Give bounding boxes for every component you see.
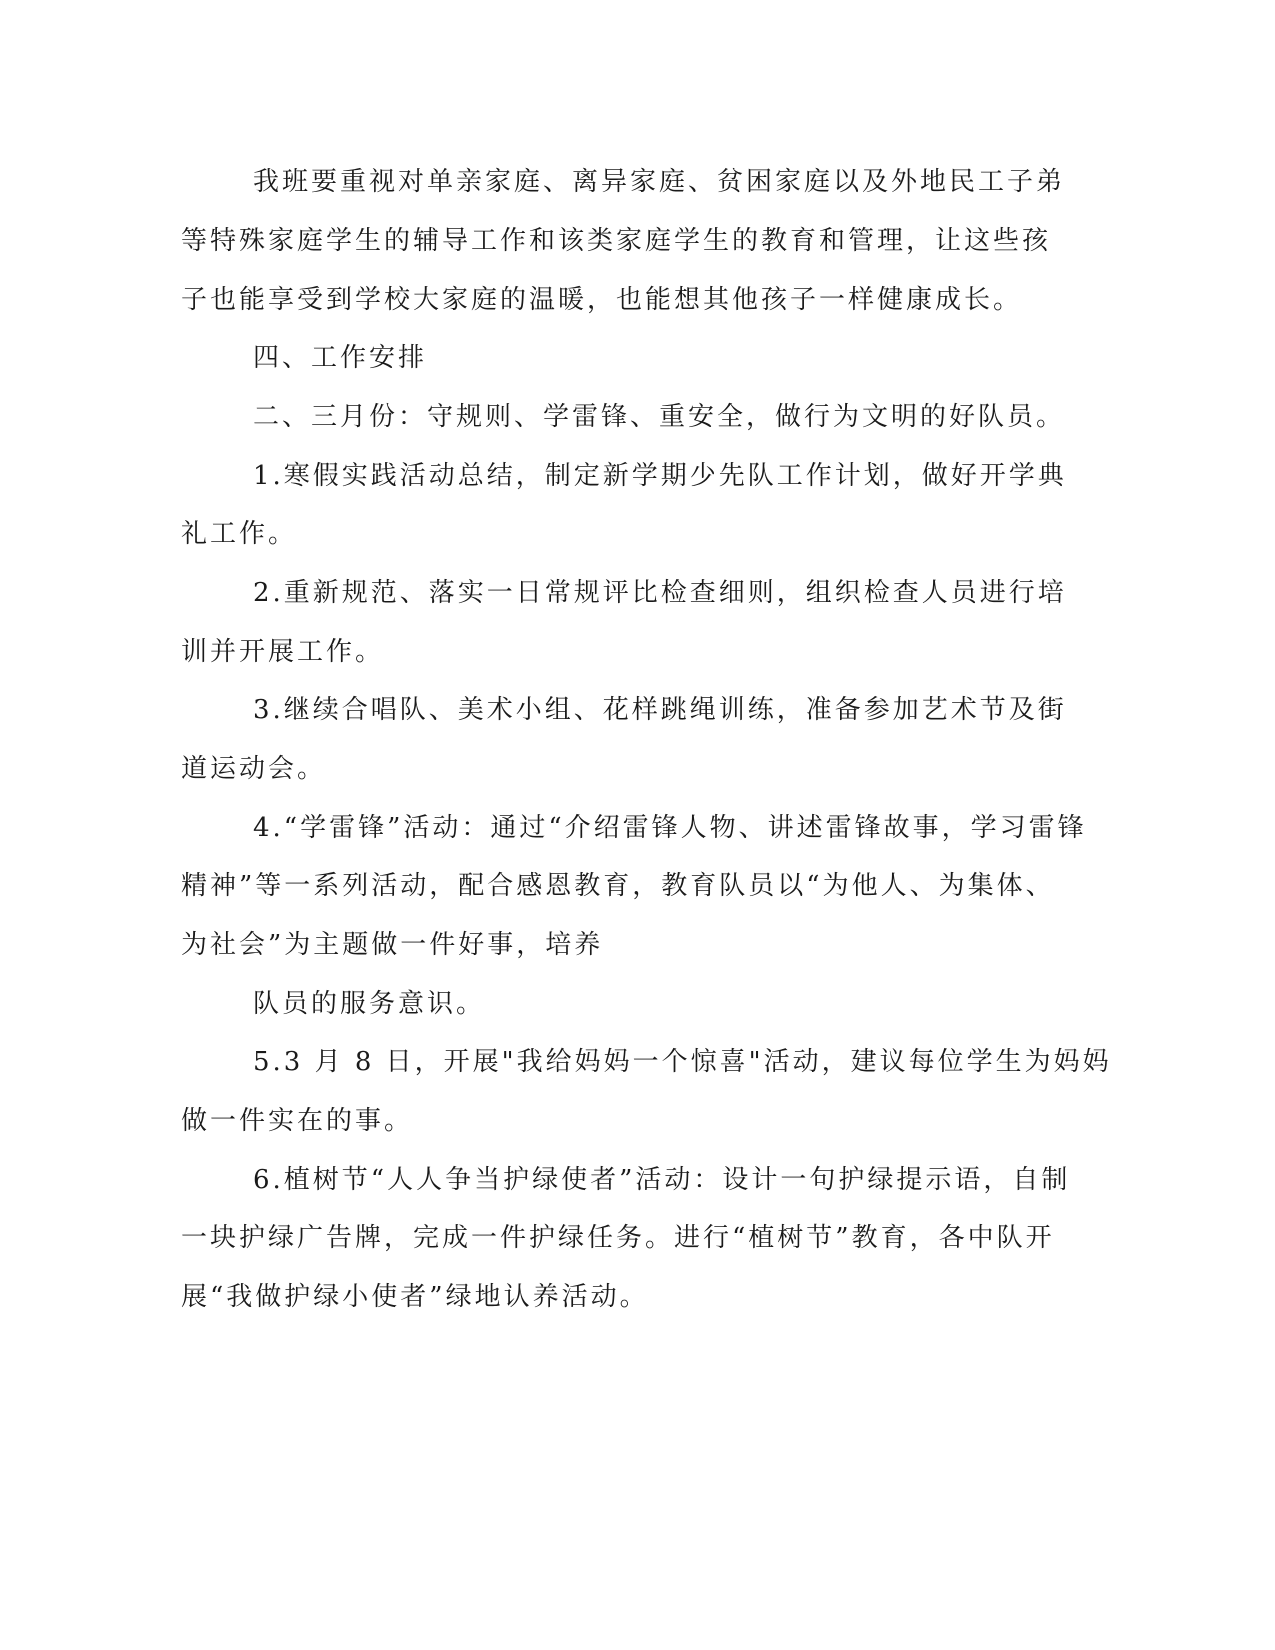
paragraph-line: 子也能享受到学校大家庭的温暖，也能想其他孩子一样健康成长。 [181,285,1023,315]
list-item-line: 1.寒假实践活动总结，制定新学期少先队工作计划，做好开学典 [253,461,1067,491]
list-item-line: 6.植树节“人人争当护绿使者”活动：设计一句护绿提示语，自制 [253,1165,1071,1195]
list-item-line: 礼工作。 [181,519,298,549]
list-item-line: 一块护绿广告牌，完成一件护绿任务。进行“植树节”教育，各中队开 [181,1223,1055,1253]
paragraph-line: 二、三月份：守规则、学雷锋、重安全，做行为文明的好队员。 [253,402,1066,432]
section-heading: 四、工作安排 [253,343,428,373]
list-item-line: 精神”等一系列活动，配合感恩教育，教育队员以“为他人、为集体、 [181,871,1055,901]
paragraph-line: 我班要重视对单亲家庭、离异家庭、贫困家庭以及外地民工子弟 [253,167,1066,197]
list-item-line: 展“我做护绿小使者”绿地认养活动。 [181,1282,649,1312]
list-item-line: 队员的服务意识。 [253,989,486,1019]
list-item-line: 为社会”为主题做一件好事，培养 [181,930,604,960]
list-item-line: 道运动会。 [181,754,327,784]
list-item-line: 5.3 月 8 日，开展"我给妈妈一个惊喜"活动，建议每位学生为妈妈 [253,1047,1112,1077]
list-item-line: 3.继续合唱队、美术小组、花样跳绳训练，准备参加艺术节及街 [253,695,1067,725]
list-item-line: 做一件实在的事。 [181,1106,414,1136]
list-item-line: 4.“学雷锋”活动：通过“介绍雷锋人物、讲述雷锋故事，学习雷锋 [253,813,1087,843]
list-item-line: 训并开展工作。 [181,637,385,667]
paragraph-line: 等特殊家庭学生的辅导工作和该类家庭学生的教育和管理，让这些孩 [181,226,1052,256]
list-item-line: 2.重新规范、落实一日常规评比检查细则，组织检查人员进行培 [253,578,1067,608]
